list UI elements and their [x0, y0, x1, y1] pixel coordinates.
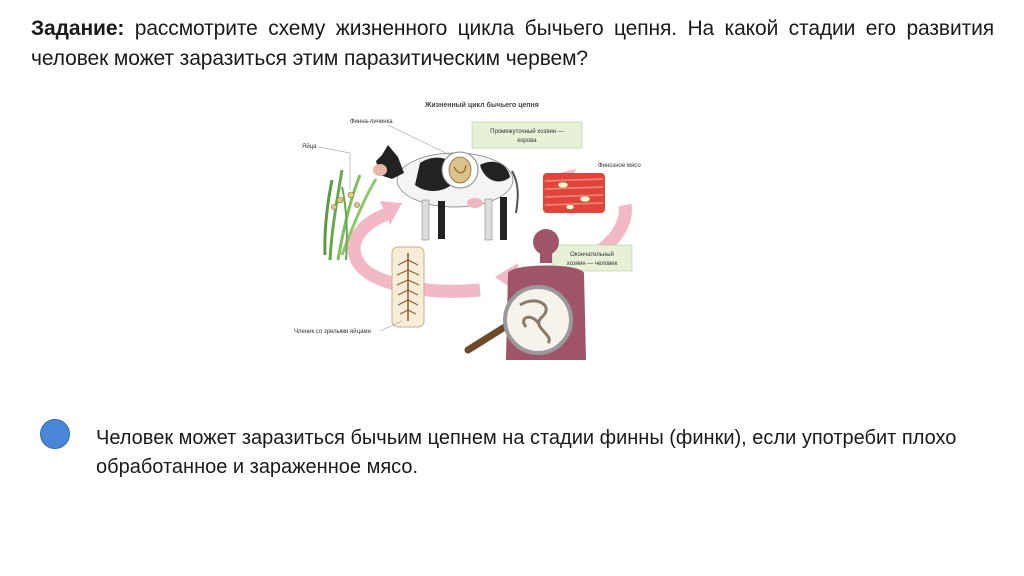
final-host-line1: Окончательный [570, 252, 614, 258]
segment-label: Членик со зрелыми яйцами [294, 329, 371, 335]
finnous-meat-illustration [543, 173, 605, 213]
life-cycle-svg [280, 95, 650, 360]
task-label: Задание: [31, 17, 125, 40]
life-cycle-diagram [280, 95, 650, 360]
tapeworm-segment [392, 247, 424, 327]
finnous-meat-label: Финозное мясо [598, 163, 641, 169]
task-question: рассмотрите схему жизненного цикла бычьего цепня. На какой стадии его развития человек может заразиться этим паразитическим червем? [31, 17, 994, 70]
task-text [31, 14, 994, 74]
answer-text: Человек может заразиться бычьим цепнем на стадии финны (финки), если употребит плохо обработанное и зараженное мясо. [96, 427, 957, 478]
cow-illustration [373, 145, 518, 240]
diagram-title: Жизненный цикл бычьего цепня [425, 102, 539, 109]
intermediate-host-box [472, 122, 582, 148]
magnifier-icon [468, 287, 571, 353]
answer-bullet [40, 419, 70, 449]
intermediate-host-line2: корова [517, 138, 537, 144]
eggs-label: Яйца [302, 144, 317, 150]
final-host-line2: хозяин — человек [566, 261, 618, 267]
intermediate-host-line1: Промежуточный хозяин — [490, 129, 564, 135]
finna-label: Финна-личинка [350, 119, 393, 125]
